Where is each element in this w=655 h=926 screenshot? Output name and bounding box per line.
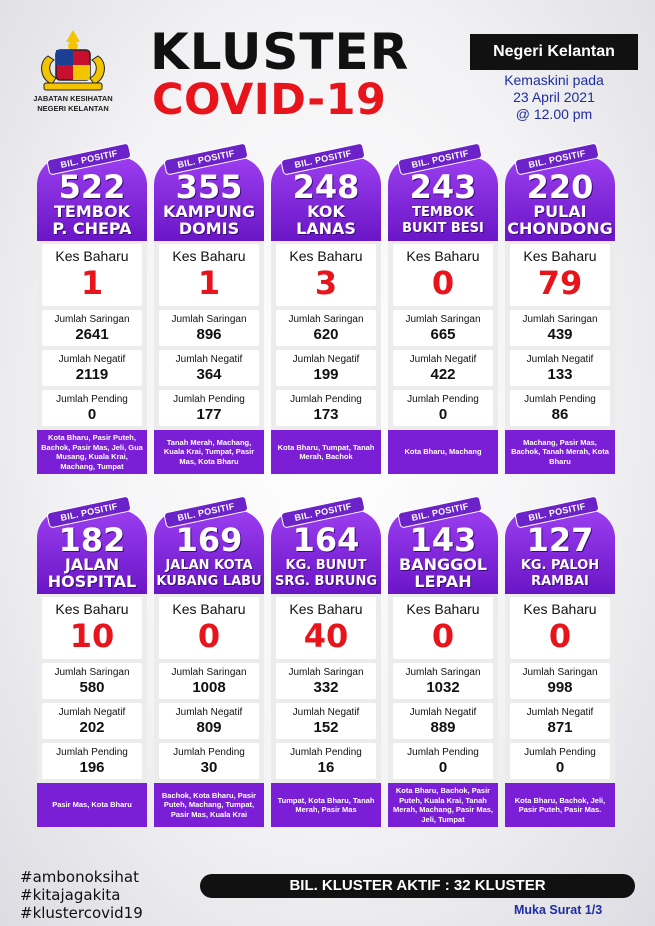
cluster-name-line2: SRG. BURUNG: [274, 574, 378, 589]
card-body: [388, 594, 498, 783]
new-cases-value: 79: [537, 264, 583, 302]
cluster-card: [154, 148, 264, 474]
district-text: Machang, Pasir Mas, Bachok, Tanah Merah, Kota Bharu: [511, 437, 609, 466]
screening-label: Jumlah Saringan: [171, 314, 247, 325]
negative-box: [276, 350, 376, 386]
district-text: Kota Bharu, Bachok, Pasir Puteh, Kuala Krai, Tanah Merah, Machang, Pasir Mas, Jeli, Tumpat: [392, 786, 494, 824]
district-list: [505, 783, 615, 827]
pending-value: 196: [79, 759, 105, 776]
cluster-name-line1: BANGGOL: [398, 555, 488, 574]
screening-label: Jumlah Saringan: [405, 667, 481, 678]
cluster-name-line2: LEPAH: [414, 572, 472, 591]
pending-label: Jumlah Pending: [407, 394, 479, 405]
new-cases-box: [510, 244, 610, 306]
pending-box: [42, 743, 142, 779]
active-clusters-banner: BIL. KLUSTER AKTIF : 32 KLUSTER: [200, 874, 635, 898]
screening-label: Jumlah Saringan: [288, 314, 364, 325]
cluster-name: [37, 203, 147, 237]
screening-label: Jumlah Saringan: [54, 314, 130, 325]
state-badge: Negeri Kelantan: [470, 34, 638, 70]
negative-value: 133: [547, 366, 573, 383]
new-cases-label: Kes Baharu: [523, 601, 597, 617]
cluster-card: [37, 501, 147, 827]
pending-value: 86: [551, 406, 569, 423]
new-cases-value: 0: [431, 617, 455, 655]
cluster-card: [388, 501, 498, 827]
district-text: Kota Bharu, Tumpat, Tanah Merah, Bachok: [277, 442, 375, 461]
negative-label: Jumlah Negatif: [526, 707, 594, 718]
cluster-name-line1: JALAN KOTA: [165, 558, 253, 573]
district-text: Pasir Mas, Kota Bharu: [52, 800, 132, 810]
pending-value: 177: [196, 406, 222, 423]
screening-box: [276, 663, 376, 699]
negative-box: [393, 703, 493, 739]
district-text: Tanah Merah, Machang, Kuala Krai, Tumpat, Pasir Mas, Kota Bharu: [163, 437, 255, 466]
screening-box: [276, 310, 376, 346]
negative-value: 202: [79, 719, 105, 736]
new-cases-value: 1: [197, 264, 221, 302]
cluster-card: [271, 501, 381, 827]
negative-value: 871: [547, 719, 573, 736]
screening-box: [42, 310, 142, 346]
new-cases-box: [276, 244, 376, 306]
positive-count: 164: [292, 521, 360, 559]
pending-box: [276, 390, 376, 426]
hashtag: #kitajagakita: [20, 886, 121, 904]
positive-count: 220: [526, 168, 594, 206]
pending-label: Jumlah Pending: [524, 747, 596, 758]
update-info: [470, 72, 638, 123]
positif-ribbon: BIL. POSITIF: [397, 495, 482, 528]
positive-count: 243: [409, 168, 477, 206]
card-body: [154, 594, 264, 783]
negative-box: [393, 350, 493, 386]
card-body: [37, 594, 147, 783]
cluster-name: [154, 558, 264, 590]
negative-box: [159, 350, 259, 386]
pending-box: [510, 743, 610, 779]
new-cases-value: 10: [69, 617, 115, 655]
screening-box: [393, 310, 493, 346]
card-body: [505, 594, 615, 783]
update-date: 23 April 2021: [513, 89, 595, 105]
negative-box: [276, 703, 376, 739]
positive-count: 143: [409, 521, 477, 559]
cluster-name-line1: PULAI: [533, 202, 587, 221]
cluster-name: [388, 556, 498, 590]
cluster-name-line1: TEMBOK: [54, 202, 130, 221]
cluster-name: [154, 203, 264, 237]
pending-box: [393, 743, 493, 779]
negative-box: [42, 350, 142, 386]
card-header: [271, 501, 381, 594]
new-cases-label: Kes Baharu: [523, 248, 597, 264]
new-cases-label: Kes Baharu: [55, 601, 129, 617]
hashtag: #ambonoksihat: [20, 868, 140, 886]
new-cases-value: 0: [548, 617, 572, 655]
negative-label: Jumlah Negatif: [526, 354, 594, 365]
pending-label: Jumlah Pending: [524, 394, 596, 405]
screening-value: 2641: [75, 326, 109, 343]
pending-label: Jumlah Pending: [56, 747, 128, 758]
update-label: Kemaskini pada: [504, 72, 604, 88]
new-cases-value: 3: [314, 264, 338, 302]
screening-box: [159, 310, 259, 346]
new-cases-box: [42, 244, 142, 306]
screening-label: Jumlah Saringan: [288, 667, 364, 678]
positive-count: 182: [58, 521, 126, 559]
screening-value: 896: [196, 326, 222, 343]
negative-label: Jumlah Negatif: [175, 707, 243, 718]
negative-box: [510, 703, 610, 739]
pending-label: Jumlah Pending: [290, 394, 362, 405]
district-list: [37, 783, 147, 827]
title-kluster: KLUSTER: [150, 23, 410, 81]
screening-value: 998: [547, 679, 573, 696]
negative-label: Jumlah Negatif: [58, 354, 126, 365]
negative-label: Jumlah Negatif: [175, 354, 243, 365]
pending-box: [393, 390, 493, 426]
screening-label: Jumlah Saringan: [405, 314, 481, 325]
district-list: [154, 783, 264, 827]
pending-label: Jumlah Pending: [56, 394, 128, 405]
negative-label: Jumlah Negatif: [292, 354, 360, 365]
card-header: [154, 501, 264, 594]
negative-value: 364: [196, 366, 222, 383]
screening-value: 580: [79, 679, 105, 696]
cluster-name: [505, 558, 615, 590]
district-text: Kota Bharu, Pasir Puteh, Bachok, Pasir Mas, Jeli, Gua Musang, Kuala Krai, Machang, Tumpat: [41, 433, 143, 471]
positif-ribbon: BIL. POSITIF: [514, 142, 599, 175]
card-header: [388, 148, 498, 241]
positive-count: 355: [175, 168, 243, 206]
pending-value: 16: [317, 759, 335, 776]
cluster-name: [271, 558, 381, 590]
cluster-name-line2: DOMIS: [178, 219, 240, 238]
screening-box: [159, 663, 259, 699]
card-body: [505, 241, 615, 430]
positive-count: 248: [292, 168, 360, 206]
district-list: [271, 783, 381, 827]
pending-box: [276, 743, 376, 779]
negative-label: Jumlah Negatif: [292, 707, 360, 718]
card-body: [37, 241, 147, 430]
pending-value: 0: [87, 406, 97, 423]
new-cases-label: Kes Baharu: [289, 601, 363, 617]
cluster-card: [505, 501, 615, 827]
new-cases-label: Kes Baharu: [406, 601, 480, 617]
card-body: [271, 594, 381, 783]
negative-box: [510, 350, 610, 386]
cluster-name: [37, 556, 147, 590]
negative-box: [159, 703, 259, 739]
new-cases-box: [159, 597, 259, 659]
hashtags: [20, 868, 143, 922]
negative-value: 889: [430, 719, 456, 736]
new-cases-value: 1: [80, 264, 104, 302]
pending-value: 30: [200, 759, 218, 776]
screening-value: 1032: [426, 679, 460, 696]
screening-label: Jumlah Saringan: [171, 667, 247, 678]
district-list: [37, 430, 147, 474]
cluster-name-line2: BUKIT BESI: [402, 221, 484, 236]
cluster-name-line2: HOSPITAL: [47, 572, 137, 591]
pending-value: 0: [438, 406, 448, 423]
pending-box: [42, 390, 142, 426]
negative-label: Jumlah Negatif: [409, 354, 477, 365]
district-text: Bachok, Kota Bharu, Pasir Puteh, Machang, Tumpat, Pasir Mas, Kuala Krai: [161, 790, 257, 819]
cluster-name-line2: P. CHEPA: [52, 219, 132, 238]
card-header: [271, 148, 381, 241]
agency-name: JABATAN KESIHATAN NEGERI KELANTAN: [33, 94, 113, 113]
cluster-name-line1: KG. PALOH: [520, 558, 600, 573]
screening-value: 620: [313, 326, 339, 343]
screening-box: [510, 310, 610, 346]
screening-value: 1008: [192, 679, 226, 696]
negative-value: 199: [313, 366, 339, 383]
district-text: Kota Bharu, Bachok, Jeli, Pasir Puteh, Pasir Mas.: [514, 795, 606, 814]
cluster-card: [154, 501, 264, 827]
card-header: [505, 501, 615, 594]
pending-value: 0: [555, 759, 565, 776]
negative-label: Jumlah Negatif: [58, 707, 126, 718]
district-list: [271, 430, 381, 474]
cluster-card: [271, 148, 381, 474]
card-header: [37, 501, 147, 594]
positif-ribbon: BIL. POSITIF: [46, 142, 131, 175]
negative-label: Jumlah Negatif: [409, 707, 477, 718]
positive-count: 522: [58, 168, 126, 206]
new-cases-box: [159, 244, 259, 306]
screening-value: 665: [430, 326, 456, 343]
positive-count: 127: [526, 521, 594, 559]
district-text: Tumpat, Kota Bharu, Tanah Merah, Pasir Mas: [277, 795, 375, 814]
cluster-name: [505, 203, 615, 237]
cluster-name-line2: KUBANG LABU: [156, 574, 262, 589]
positif-ribbon: BIL. POSITIF: [280, 142, 365, 175]
cluster-card: [505, 148, 615, 474]
card-body: [271, 241, 381, 430]
new-cases-box: [393, 244, 493, 306]
cluster-name-line1: KG. BUNUT: [285, 558, 367, 573]
district-list: [388, 430, 498, 474]
negative-box: [42, 703, 142, 739]
screening-value: 332: [313, 679, 339, 696]
district-list: [154, 430, 264, 474]
cluster-name-line2: CHONDONG: [507, 219, 613, 238]
pending-label: Jumlah Pending: [290, 747, 362, 758]
card-header: [154, 148, 264, 241]
pending-label: Jumlah Pending: [173, 747, 245, 758]
card-header: [388, 501, 498, 594]
negative-value: 809: [196, 719, 222, 736]
cluster-name-line2: RAMBAI: [531, 574, 589, 589]
new-cases-box: [42, 597, 142, 659]
pending-box: [510, 390, 610, 426]
positif-ribbon: BIL. POSITIF: [280, 495, 365, 528]
card-body: [388, 241, 498, 430]
screening-box: [393, 663, 493, 699]
hashtag: #klustercovid19: [20, 904, 143, 922]
district-list: [388, 783, 498, 827]
cluster-card: [388, 148, 498, 474]
new-cases-box: [276, 597, 376, 659]
cluster-name-line2: LANAS: [296, 219, 356, 238]
pending-label: Jumlah Pending: [173, 394, 245, 405]
cluster-name-line1: JALAN: [64, 555, 120, 574]
new-cases-box: [510, 597, 610, 659]
screening-box: [42, 663, 142, 699]
screening-box: [510, 663, 610, 699]
pending-label: Jumlah Pending: [407, 747, 479, 758]
new-cases-label: Kes Baharu: [172, 248, 246, 264]
card-body: [154, 241, 264, 430]
positive-count: 169: [175, 521, 243, 559]
new-cases-box: [393, 597, 493, 659]
district-text: Kota Bharu, Machang: [404, 447, 482, 457]
positif-ribbon: BIL. POSITIF: [163, 142, 248, 175]
screening-label: Jumlah Saringan: [522, 314, 598, 325]
new-cases-label: Kes Baharu: [406, 248, 480, 264]
screening-label: Jumlah Saringan: [54, 667, 130, 678]
card-header: [37, 148, 147, 241]
card-header: [505, 148, 615, 241]
new-cases-label: Kes Baharu: [55, 248, 129, 264]
cluster-card: [37, 148, 147, 474]
update-time: @ 12.00 pm: [515, 106, 593, 122]
pending-value: 0: [438, 759, 448, 776]
new-cases-label: Kes Baharu: [172, 601, 246, 617]
negative-value: 2119: [75, 366, 109, 383]
cluster-name: [388, 205, 498, 237]
screening-label: Jumlah Saringan: [522, 667, 598, 678]
cluster-name: [271, 203, 381, 237]
pending-value: 173: [313, 406, 339, 423]
positif-ribbon: BIL. POSITIF: [46, 495, 131, 528]
title-covid: COVID-19: [152, 75, 387, 125]
negative-value: 422: [430, 366, 456, 383]
new-cases-value: 0: [431, 264, 455, 302]
screening-value: 439: [547, 326, 573, 343]
cluster-name-line1: KOK: [307, 202, 345, 221]
pending-box: [159, 743, 259, 779]
cluster-name-line1: KAMPUNG: [163, 202, 255, 221]
positif-ribbon: BIL. POSITIF: [514, 495, 599, 528]
new-cases-value: 0: [197, 617, 221, 655]
district-list: [505, 430, 615, 474]
negative-value: 152: [313, 719, 339, 736]
positif-ribbon: BIL. POSITIF: [163, 495, 248, 528]
pending-box: [159, 390, 259, 426]
positif-ribbon: BIL. POSITIF: [397, 142, 482, 175]
cluster-name-line1: TEMBOK: [412, 205, 474, 220]
new-cases-value: 40: [303, 617, 349, 655]
new-cases-label: Kes Baharu: [289, 248, 363, 264]
page-number: Muka Surat 1/3: [514, 903, 603, 917]
